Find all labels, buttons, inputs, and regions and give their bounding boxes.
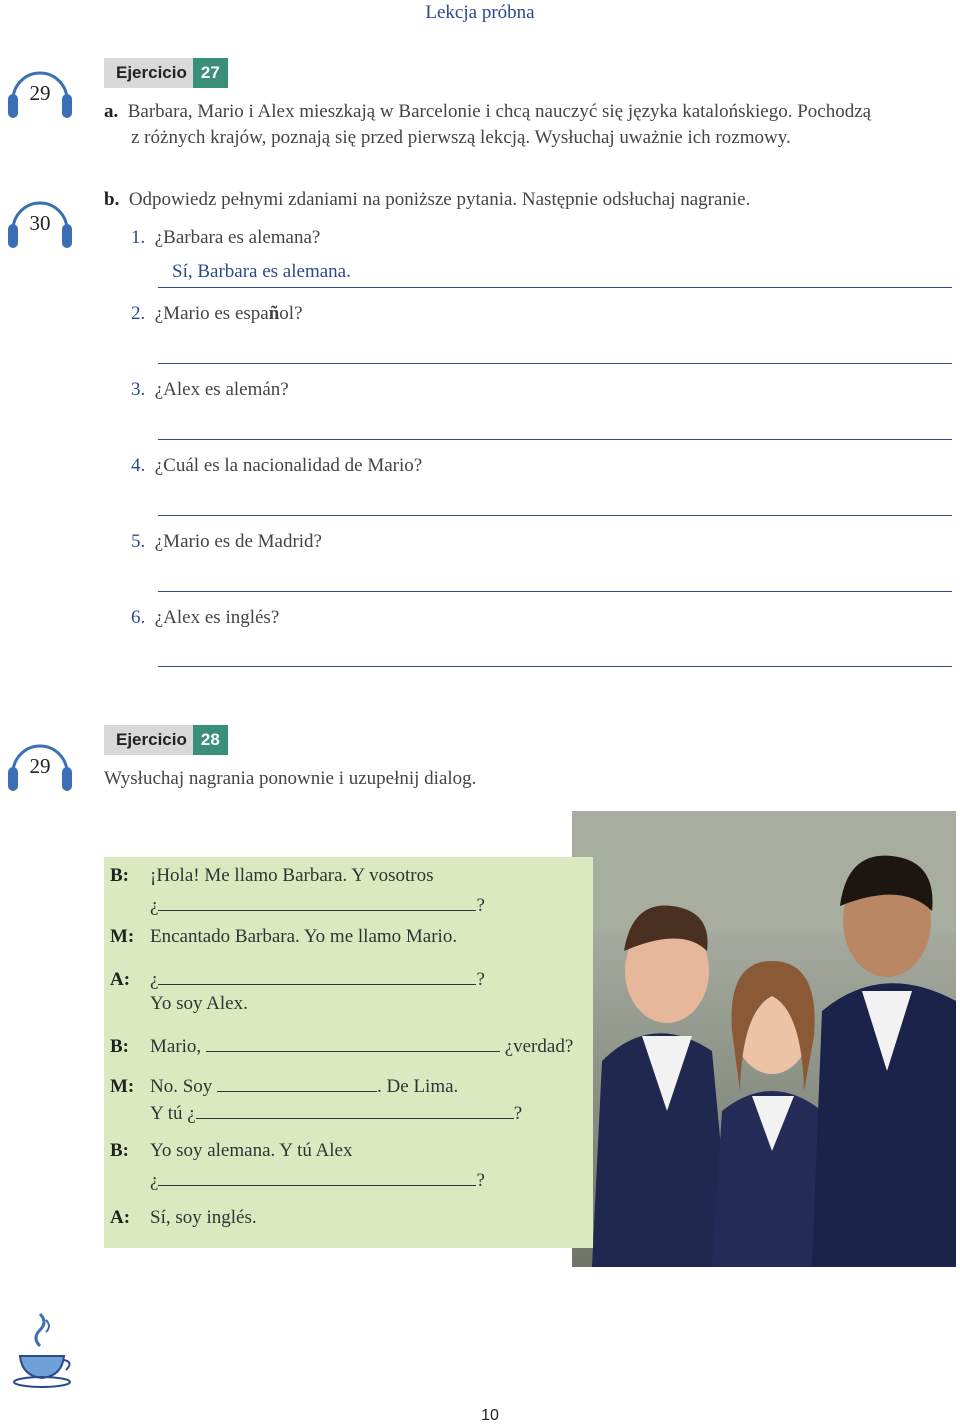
dialog-line bbox=[110, 966, 485, 991]
speaker-label: M: bbox=[110, 1076, 135, 1097]
part-a-marker: a. bbox=[104, 101, 119, 122]
part-a-line2: z różnych krajów, poznają się przed pierwszą lekcją. Wysłuchaj uważnie ich rozmowy. bbox=[131, 127, 791, 148]
dialog-text: Sí, soy inglés. bbox=[150, 1207, 257, 1228]
answer-line-4[interactable] bbox=[158, 515, 952, 516]
dialog-text: ? bbox=[476, 895, 485, 916]
dialog-text: ? bbox=[476, 1170, 485, 1191]
audio-track-number: 29 bbox=[29, 754, 51, 778]
fill-in-blank[interactable] bbox=[158, 892, 476, 911]
audio-track-number: 29 bbox=[29, 81, 51, 105]
question-number: 4. bbox=[131, 455, 146, 476]
dialog-text: ? bbox=[476, 969, 485, 990]
dialog-text: Yo soy alemana. Y tú Alex bbox=[150, 1140, 353, 1161]
coffee-cup-icon bbox=[10, 1310, 74, 1390]
question-6 bbox=[131, 607, 279, 629]
page-number: 10 bbox=[481, 1407, 499, 1424]
fill-in-blank[interactable] bbox=[158, 1167, 476, 1186]
exercise-label: Ejercicio bbox=[104, 58, 193, 88]
question-number: 6. bbox=[131, 607, 146, 628]
question-4 bbox=[131, 455, 422, 477]
exercise-27-badge bbox=[104, 58, 228, 88]
question-1 bbox=[131, 227, 320, 249]
dialog-text: ¿ bbox=[150, 895, 159, 916]
question-text: ¿Mario es de Madrid? bbox=[154, 531, 322, 552]
answer-example: Sí, Barbara es alemana. bbox=[172, 261, 351, 282]
dialog-text: ¿verdad? bbox=[504, 1036, 574, 1057]
exercise-label: Ejercicio bbox=[104, 725, 193, 755]
audio-track-number: 30 bbox=[29, 211, 51, 235]
fill-in-blank[interactable] bbox=[217, 1073, 377, 1092]
answer-line-5[interactable] bbox=[158, 591, 952, 592]
dialog-text: ? bbox=[513, 1103, 523, 1124]
exercise-27-part-a bbox=[104, 99, 954, 151]
dialog-line bbox=[110, 1140, 352, 1162]
dialog-line bbox=[150, 1100, 522, 1125]
question-number: 3. bbox=[131, 379, 146, 400]
exercise-number: 27 bbox=[193, 58, 228, 88]
dialog-line bbox=[110, 1207, 257, 1229]
question-text: ¿Mario es espa bbox=[154, 303, 269, 324]
headphones-icon bbox=[5, 192, 75, 254]
dialog-text: ¿ bbox=[150, 969, 159, 990]
question-number: 5. bbox=[131, 531, 146, 552]
speaker-label: B: bbox=[110, 1036, 129, 1057]
headphones-icon bbox=[5, 62, 75, 124]
dialog-text: ¿ bbox=[150, 1170, 159, 1191]
dialog-line bbox=[110, 926, 457, 948]
headphones-icon bbox=[5, 735, 75, 797]
question-text-emphasis: ñ bbox=[268, 303, 280, 324]
question-text: ¿Cuál es la nacionalidad de Mario? bbox=[154, 455, 423, 476]
fill-in-blank[interactable] bbox=[196, 1100, 514, 1119]
part-b-marker: b. bbox=[104, 189, 120, 210]
question-3 bbox=[131, 379, 289, 401]
exercise-number: 28 bbox=[193, 725, 228, 755]
dialog-text: Mario, bbox=[150, 1036, 202, 1057]
question-number: 1. bbox=[131, 227, 146, 248]
exercise-28-badge bbox=[104, 725, 228, 755]
dialog-line bbox=[150, 892, 485, 917]
dialog-line bbox=[110, 1073, 458, 1098]
answer-line-2[interactable] bbox=[158, 363, 952, 364]
dialog-text: ¡Hola! Me llamo Barbara. Y vosotros bbox=[150, 865, 434, 886]
exercise-28-instruction: Wysłuchaj nagrania ponownie i uzupełnij dialog. bbox=[104, 768, 477, 789]
question-text: ¿Alex es alemán? bbox=[154, 379, 289, 400]
speaker-label: M: bbox=[110, 926, 135, 947]
question-2 bbox=[131, 303, 303, 325]
part-a-line1: Barbara, Mario i Alex mieszkają w Barcelonie i chcą nauczyć się języka katalońskiego. Pochodzą bbox=[127, 101, 872, 122]
exercise-27-part-b bbox=[104, 187, 954, 213]
dialog-line bbox=[110, 1033, 573, 1058]
dialog-text: Encantado Barbara. Yo me llamo Mario. bbox=[150, 926, 458, 947]
speaker-label: A: bbox=[110, 1207, 131, 1228]
question-text: ¿Barbara es alemana? bbox=[154, 227, 321, 248]
fill-in-blank[interactable] bbox=[158, 966, 476, 985]
dialog-text: No. Soy bbox=[150, 1076, 213, 1097]
dialog-text: Y tú ¿ bbox=[150, 1103, 196, 1124]
page-header-title: Lekcja próbna bbox=[425, 2, 535, 23]
dialog-text: . De Lima. bbox=[377, 1076, 459, 1097]
answer-line-3[interactable] bbox=[158, 439, 952, 440]
speaker-label: A: bbox=[110, 969, 131, 990]
answer-line-1[interactable] bbox=[158, 287, 952, 288]
answer-line-6[interactable] bbox=[158, 666, 952, 667]
speaker-label: B: bbox=[110, 865, 129, 886]
dialog-line bbox=[110, 865, 434, 887]
dialog-line: Yo soy Alex. bbox=[150, 993, 248, 1014]
students-photo bbox=[572, 811, 956, 1267]
dialog-line bbox=[150, 1167, 485, 1192]
question-text: ol? bbox=[279, 303, 303, 324]
fill-in-blank[interactable] bbox=[206, 1033, 500, 1052]
question-text: ¿Alex es inglés? bbox=[154, 607, 280, 628]
question-number: 2. bbox=[131, 303, 146, 324]
question-5 bbox=[131, 531, 322, 553]
part-b-text: Odpowiedz pełnymi zdaniami na poniższe pytania. Następnie odsłuchaj nagranie. bbox=[128, 189, 751, 210]
speaker-label: B: bbox=[110, 1140, 129, 1161]
